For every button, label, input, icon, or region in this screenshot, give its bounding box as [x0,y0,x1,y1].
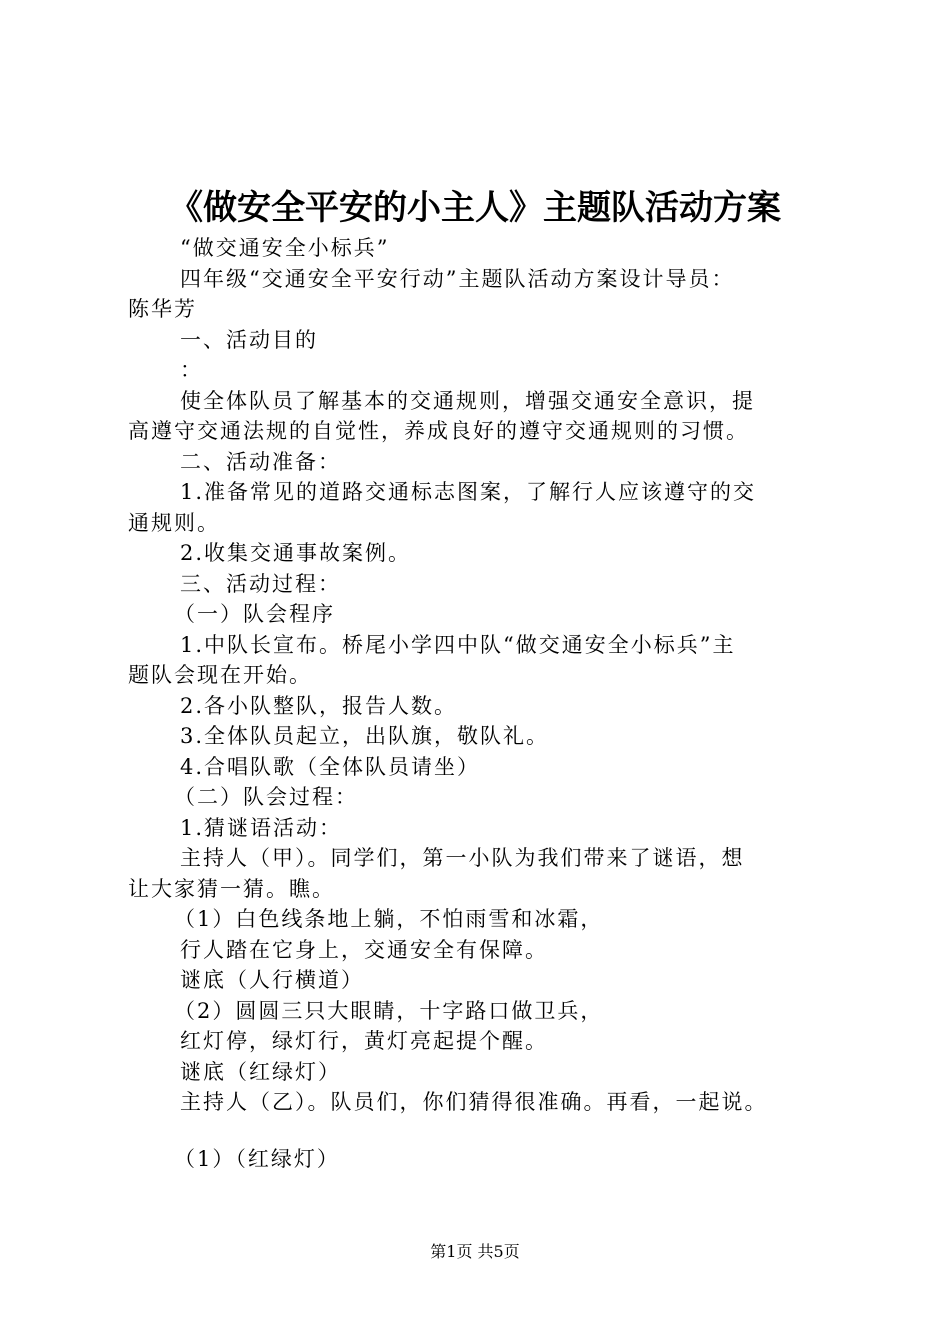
section-heading: 一、活动目的 [180,327,318,352]
paragraph-line: 主持人（乙）。队员们，你们猜得很准确。再看，一起说。 [180,1090,768,1114]
page-footer: 第1页 共5页 [430,1242,520,1261]
riddle-line: （1）白色线条地上躺，不怕雨雪和冰霜， [174,907,604,931]
paragraph-line: 1.准备常见的道路交通标志图案，了解行人应该遵守的交 [180,480,757,504]
document-title: 《做安全平安的小主人》主题队活动方案 [169,188,781,228]
paragraph-line: 让大家猜一猜。瞧。 [128,876,335,901]
document-body [128,233,840,1174]
paragraph-line: 高遵守交通法规的自觉性，养成良好的遵守交通规则的习惯。 [128,419,749,443]
subsection-heading: （一）队会程序 [174,602,335,626]
riddle-answer: 谜底（红绿灯） [180,1059,341,1084]
paragraph-line: 2.收集交通事故案例。 [180,541,412,565]
paragraph-line: ： [180,358,203,382]
paragraph-line: 主持人（甲）。同学们，第一小队为我们带来了谜语，想 [180,846,745,870]
riddle-line: （2）圆圆三只大眼睛，十字路口做卫兵， [174,998,604,1023]
section-heading: 三、活动过程： [180,571,341,596]
riddle-answer: 谜底（人行横道） [180,968,364,992]
subtitle-line: “做交通安全小标兵” [180,236,390,260]
paragraph-line: 使全体队员了解基本的交通规则，增强交通安全意识，提 [180,388,755,413]
paragraph-line: 4.合唱队歌（全体队员请坐） [180,754,481,779]
paragraph-line: 四年级“交通安全平安行动”主题队活动方案设计导员： [180,266,735,291]
paragraph-line: （1）（红绿灯） [174,1146,340,1171]
subsection-heading: （二）队会过程： [174,785,358,809]
paragraph-line: 3.全体队员起立，出队旗，敬队礼。 [180,724,550,748]
section-heading: 二、活动准备： [180,449,341,474]
paragraph-line: 1.猜谜语活动： [180,815,343,840]
paragraph-line: 通规则。 [128,510,220,535]
paragraph-line: 题队会现在开始。 [128,663,312,687]
riddle-line: 红灯停，绿灯行，黄灯亮起提个醒。 [180,1029,548,1053]
riddle-line: 行人踏在它身上，交通安全有保障。 [180,937,548,962]
paragraph-line: 2.各小队整队，报告人数。 [180,693,458,718]
blank-line [128,1118,840,1144]
paragraph-line: 陈华芳 [128,297,197,321]
paragraph-line: 1.中队长宣布。桥尾小学四中队“做交通安全小标兵”主 [180,632,736,657]
